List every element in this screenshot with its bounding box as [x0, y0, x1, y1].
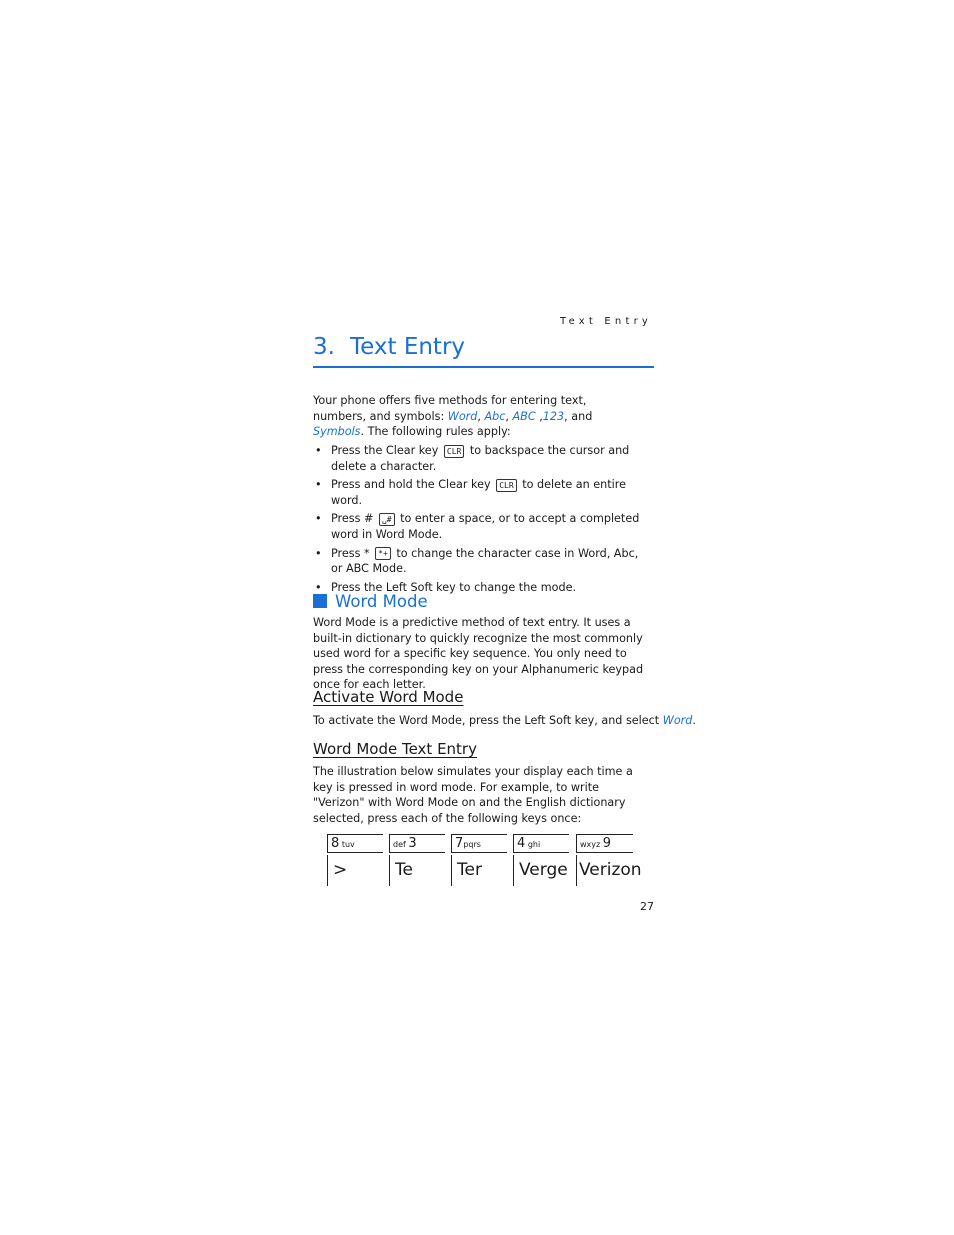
key-letters: tuv [339, 840, 355, 849]
display-step-5 [576, 834, 642, 887]
clear-key-icon: CLR [444, 445, 464, 458]
rule-text: to enter a space, or to accept a completed word in Word Mode. [331, 512, 640, 541]
rule-text: Press * [331, 546, 374, 560]
key-letters: ghi [525, 840, 541, 849]
mode-123: 123 [542, 409, 565, 423]
intro-text: Your phone offers five methods for entering text, numbers, and symbols: [313, 394, 587, 423]
display-step-2 [389, 834, 445, 887]
chapter-rule [313, 366, 654, 368]
activate-text-end: . [692, 714, 696, 727]
display-result: Te [389, 855, 445, 886]
section-square-icon [313, 594, 327, 608]
word-mode-heading [313, 592, 428, 611]
rule-text: to change the character case in Word, Abc, or ABC Mode. [331, 546, 639, 576]
mode-word-link: Word [662, 714, 693, 727]
key-digit: 7 [455, 836, 464, 851]
intro-sep: , [477, 409, 485, 423]
key-letters: def [393, 840, 409, 849]
running-head: Text Entry [560, 316, 653, 327]
display-result: Ter [451, 855, 507, 886]
rule-text: Press the Clear key [331, 444, 442, 457]
text-entry-paragraph: The illustration below simulates your display each time a key is pressed in word mode. For example, to write "Verizon" with Word Mode on and the English dictionary selected, press each of the following keys once: [313, 765, 633, 825]
activate-heading: Activate Word Mode [313, 688, 464, 706]
intro-text-end: . The following rules apply: [360, 425, 511, 439]
page-number: 27 [640, 900, 654, 913]
chapter-title [313, 334, 465, 360]
chapter-title-text: Text Entry [350, 334, 466, 360]
mode-word: Word [447, 409, 478, 423]
key-digit: 8 [331, 836, 340, 851]
rule-item [313, 443, 653, 474]
intro-sep: , [535, 409, 543, 423]
display-result: > [327, 855, 383, 886]
activate-text: To activate the Word Mode, press the Left Soft key, and select [313, 714, 663, 727]
intro-paragraph [313, 393, 633, 440]
rule-text: Press # [331, 512, 377, 526]
clear-key-icon: CLR [496, 479, 516, 492]
star-key-icon: *+ [375, 547, 391, 560]
rule-item [313, 477, 653, 508]
rule-item [313, 511, 653, 542]
key-press-label [389, 834, 445, 853]
display-result: Verge [513, 855, 569, 886]
chapter-number: 3. [313, 334, 335, 360]
key-press-label [327, 834, 383, 853]
key-press-label [451, 834, 507, 853]
word-mode-paragraph: Word Mode is a predictive method of text entry. It uses a built-in dictionary to quickly recognize the most commonly used word for a specific key sequence. You only need to press the corresponding key on your Alphanumeric keypad once for each letter. [313, 616, 644, 692]
rule-text: Press the Left Soft key to change the mode. [331, 580, 577, 594]
display-result: Verizon [576, 855, 633, 886]
rule-text: Press and hold the Clear key [331, 478, 495, 492]
intro-sep: , and [564, 409, 593, 423]
key-digit: 3 [408, 836, 417, 851]
key-letters: pqrs [463, 840, 481, 849]
word-mode-heading-text: Word Mode [335, 592, 428, 611]
display-step-3 [451, 834, 507, 887]
key-letters: wxyz [580, 840, 603, 849]
rules-list [313, 443, 653, 598]
mode-abc: Abc [484, 409, 506, 423]
rule-item [313, 546, 653, 577]
mode-symbols: Symbols [313, 425, 361, 439]
mode-abc-caps: ABC [512, 409, 536, 423]
key-press-label [513, 834, 569, 853]
activate-paragraph [313, 713, 696, 729]
space-key-icon: ␣# [379, 513, 395, 526]
display-step-4 [513, 834, 569, 887]
key-digit: 4 [517, 836, 526, 851]
key-digit: 9 [602, 836, 612, 851]
text-entry-heading: Word Mode Text Entry [313, 740, 477, 758]
intro-sep: , [505, 409, 513, 423]
display-step-1 [327, 834, 383, 887]
key-press-label [576, 834, 633, 853]
rule-text: to delete an entire word. [331, 478, 626, 507]
rule-text: to backspace the cursor and delete a character. [331, 444, 630, 473]
